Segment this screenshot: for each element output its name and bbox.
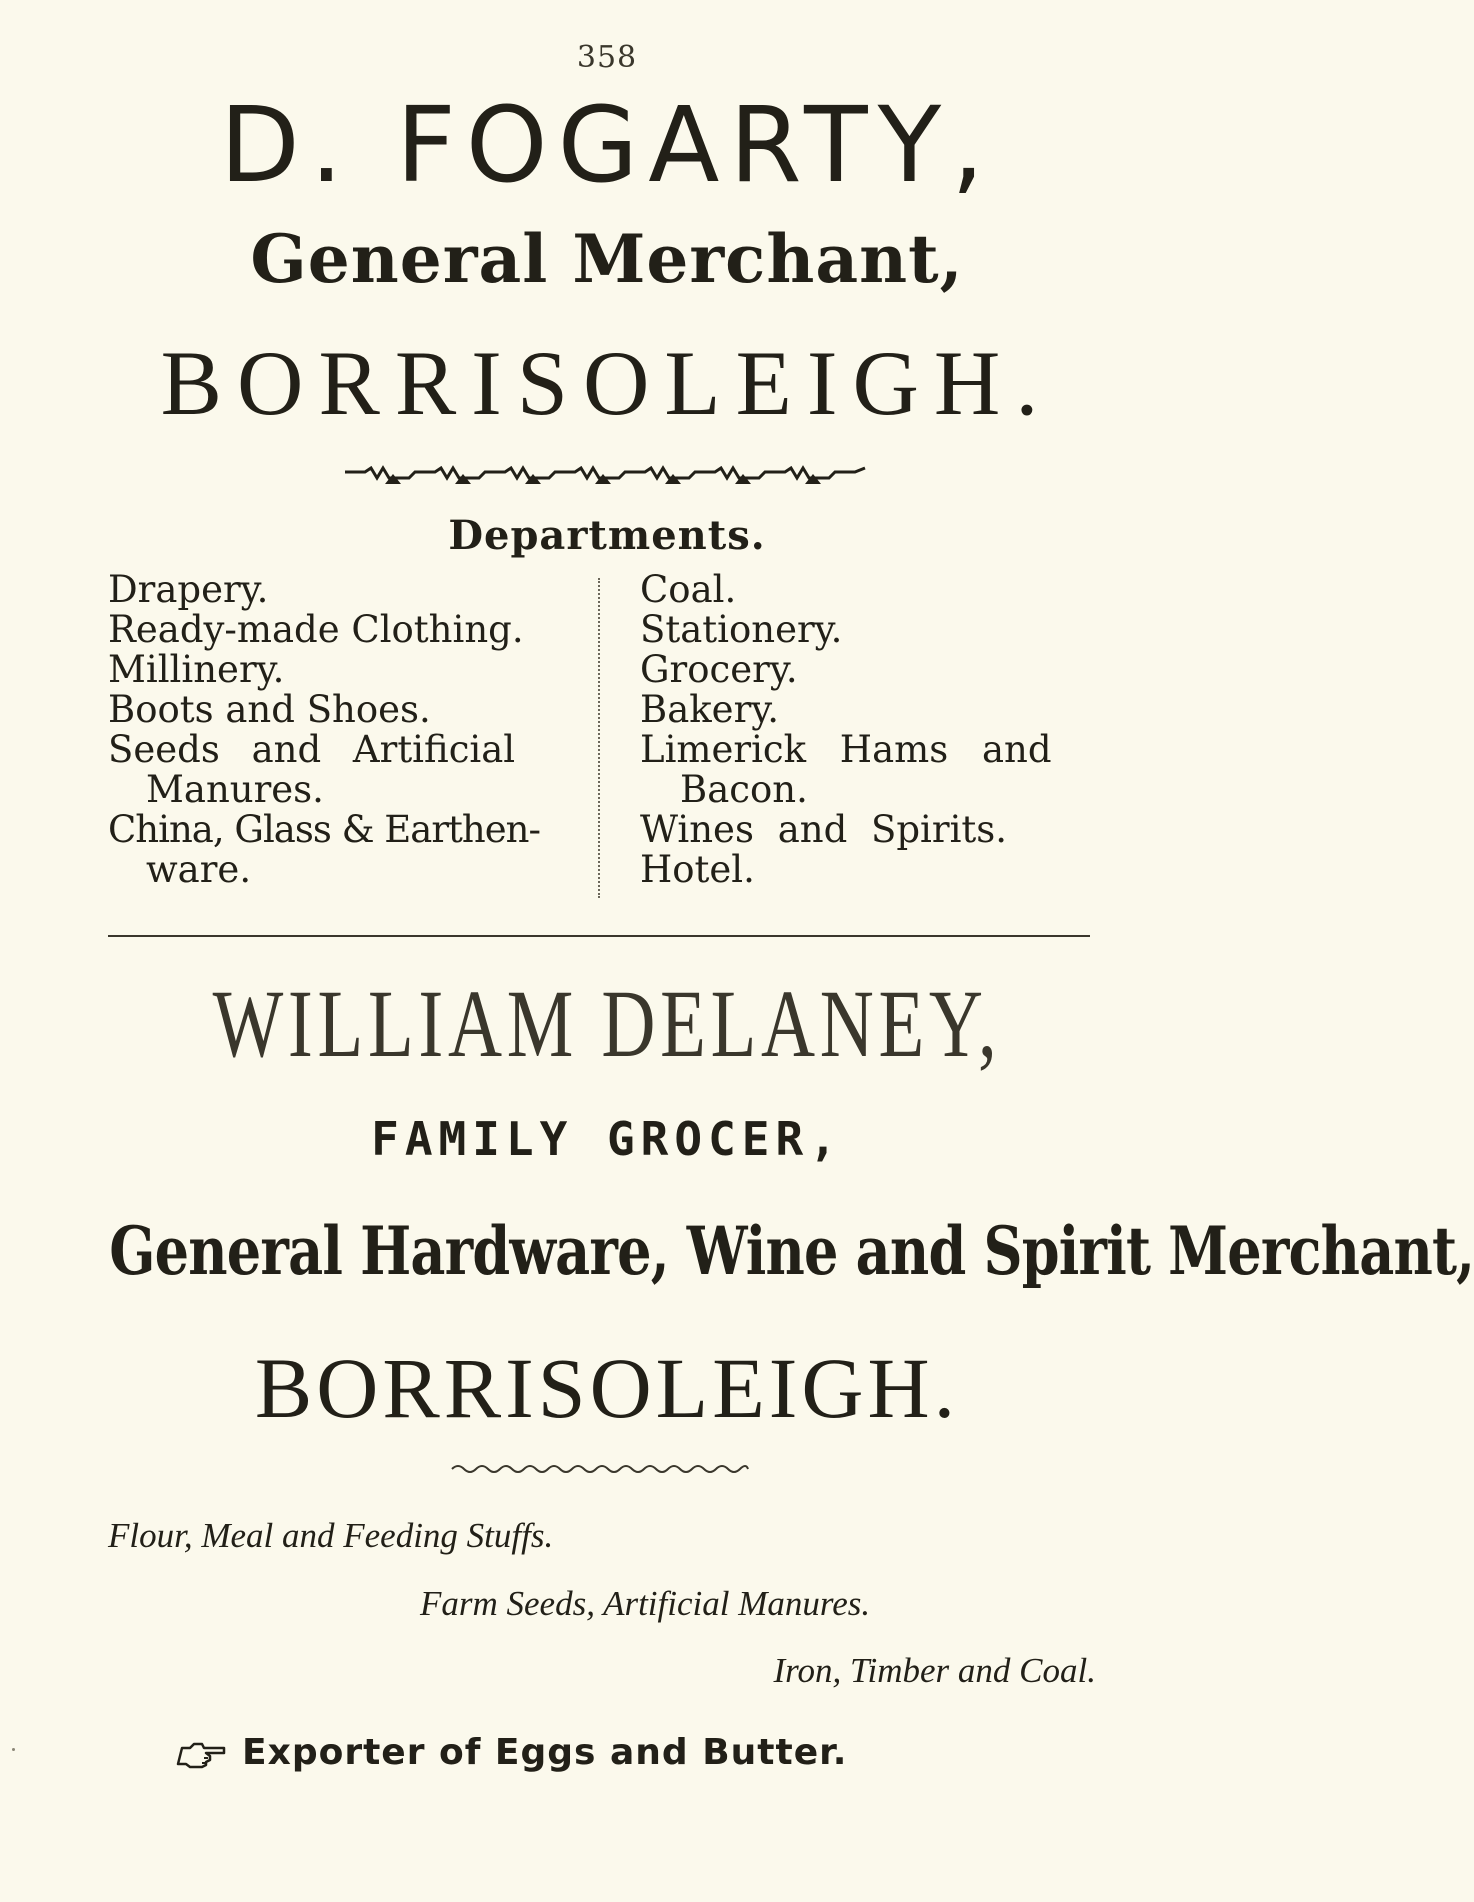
section-divider	[108, 935, 1090, 937]
exporter-text: Exporter of Eggs and Butter.	[242, 1732, 848, 1773]
departments-left-column	[108, 570, 588, 890]
department-item: Hotel.	[640, 848, 755, 891]
department-item: Limerick Hams and	[640, 728, 1052, 771]
department-item: Seeds and Artificial	[108, 728, 516, 771]
product-line: Flour, Meal and Feeding Stuffs.	[108, 1516, 554, 1555]
wavy-divider	[452, 1462, 748, 1476]
department-item: Drapery.	[108, 568, 269, 611]
pointing-hand-icon	[180, 1740, 226, 1768]
department-item: Stationery.	[640, 608, 843, 651]
delaney-name: WILLIAM DELANEY,	[212, 970, 1002, 1077]
department-item: Boots and Shoes.	[108, 688, 431, 731]
exporter-note	[180, 1732, 847, 1773]
delaney-title: FAMILY GROCER,	[371, 1112, 843, 1166]
fogarty-title: General Merchant,	[250, 220, 964, 298]
department-item: Coal.	[640, 568, 737, 611]
ornament-divider	[345, 466, 865, 488]
page-number: 358	[576, 40, 638, 75]
department-item-continued: ware.	[146, 848, 252, 891]
department-item-continued: Bacon.	[680, 768, 808, 811]
column-divider	[598, 578, 604, 898]
department-item-continued: Manures.	[146, 768, 324, 811]
delaney-town: BORRISOLEIGH.	[254, 1340, 960, 1436]
department-item: Millinery.	[108, 648, 285, 691]
delaney-trade: General Hardware, Wine and Spirit Merchant,	[109, 1212, 1474, 1290]
department-item: Grocery.	[640, 648, 798, 691]
fogarty-town: BORRISOLEIGH.	[160, 332, 1054, 434]
departments-heading: Departments.	[448, 512, 766, 559]
product-line: Farm Seeds, Artificial Manures.	[420, 1584, 871, 1623]
paper-speck	[12, 1748, 15, 1751]
departments-right-column	[640, 570, 1100, 890]
department-item: China, Glass & Earthen-	[108, 808, 540, 851]
department-item: Ready-made Clothing.	[108, 608, 524, 651]
department-item: Bakery.	[640, 688, 780, 731]
fogarty-name: D. FOGARTY,	[219, 84, 995, 206]
product-line: Iron, Timber and Coal.	[773, 1651, 1096, 1690]
department-item: Wines and Spirits.	[640, 808, 1008, 851]
